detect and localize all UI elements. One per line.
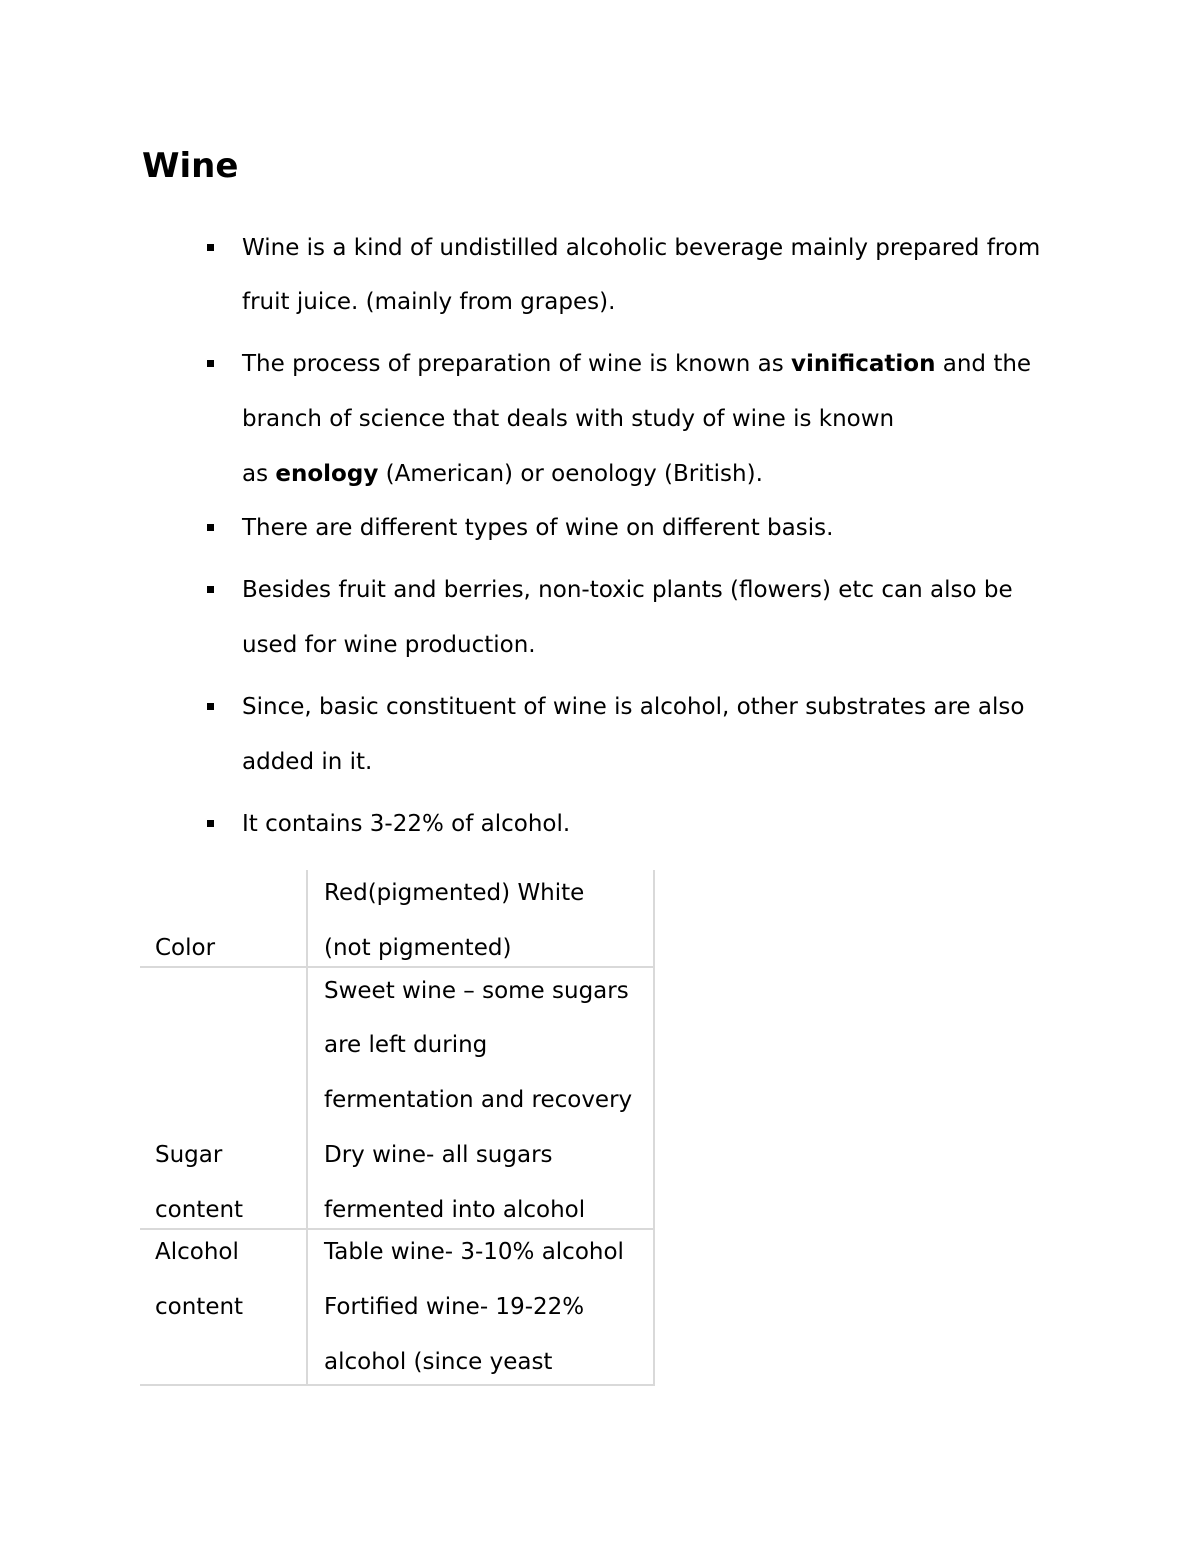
text-run: The process of preparation of wine is known as (242, 351, 792, 377)
text-run: used for wine production. (242, 632, 536, 658)
bullet-square-icon (207, 524, 214, 531)
bullet-line (242, 459, 763, 489)
text-run: as (242, 461, 276, 487)
text-run: branch of science that deals with study of wine is known (242, 406, 895, 432)
bullet-square-icon (207, 360, 214, 367)
text-run: and the (935, 351, 1032, 377)
table-label-cell: Alcohol (155, 1239, 239, 1265)
bullet-line (242, 287, 615, 317)
bullet-line (242, 630, 536, 660)
bullet-line (242, 349, 1031, 379)
bullet-square-icon (207, 244, 214, 251)
bullet-line (242, 809, 570, 839)
table-description-cell: Sweet wine – some sugars (324, 978, 629, 1004)
table-description-cell: Red(pigmented) White (324, 880, 585, 906)
table-label-cell: Color (155, 935, 216, 961)
table-right-border (653, 870, 655, 1386)
table-description-cell: Fortified wine- 19-22% (324, 1294, 585, 1320)
table-description-cell: are left during (324, 1032, 488, 1058)
table-description-cell: fermented into alcohol (324, 1197, 586, 1223)
text-run: Wine is a kind of undistilled alcoholic beverage mainly prepared from (242, 235, 1041, 261)
table-label-cell: Sugar (155, 1142, 223, 1168)
table-description-cell: Table wine- 3-10% alcohol (324, 1239, 624, 1265)
table-row-divider (140, 966, 655, 968)
table-description-cell: alcohol (since yeast (324, 1349, 553, 1375)
table-column-divider (306, 870, 308, 1386)
table-description-cell: fermentation and recovery (324, 1087, 633, 1113)
text-run: There are different types of wine on different basis. (242, 515, 834, 541)
text-run: fruit juice. (mainly from grapes). (242, 289, 616, 315)
bullet-line (242, 513, 833, 543)
bold-term: enology (275, 461, 379, 487)
bullet-line (242, 692, 1024, 722)
text-run: Besides fruit and berries, non-toxic plants (flowers) etc can also be (242, 577, 1013, 603)
page-title: Wine (142, 146, 239, 186)
bullet-square-icon (207, 820, 214, 827)
wine-classification-table (140, 870, 655, 1386)
bullet-square-icon (207, 586, 214, 593)
bullet-line (242, 575, 1013, 605)
table-label-cell: content (155, 1294, 244, 1320)
bullet-line (242, 747, 372, 777)
table-row-divider (140, 1228, 655, 1230)
table-description-cell: (not pigmented) (324, 935, 512, 961)
text-run: (American) or oenology (British). (378, 461, 763, 487)
bold-term: vinification (791, 351, 936, 377)
text-run: added in it. (242, 749, 373, 775)
text-run: Since, basic constituent of wine is alcohol, other substrates are also (242, 694, 1025, 720)
text-run: It contains 3-22% of alcohol. (242, 811, 571, 837)
table-label-cell: content (155, 1197, 244, 1223)
bullet-square-icon (207, 703, 214, 710)
bullet-line (242, 233, 1040, 263)
table-bottom-border (140, 1384, 655, 1386)
table-description-cell: Dry wine- all sugars (324, 1142, 553, 1168)
bullet-line (242, 404, 894, 434)
